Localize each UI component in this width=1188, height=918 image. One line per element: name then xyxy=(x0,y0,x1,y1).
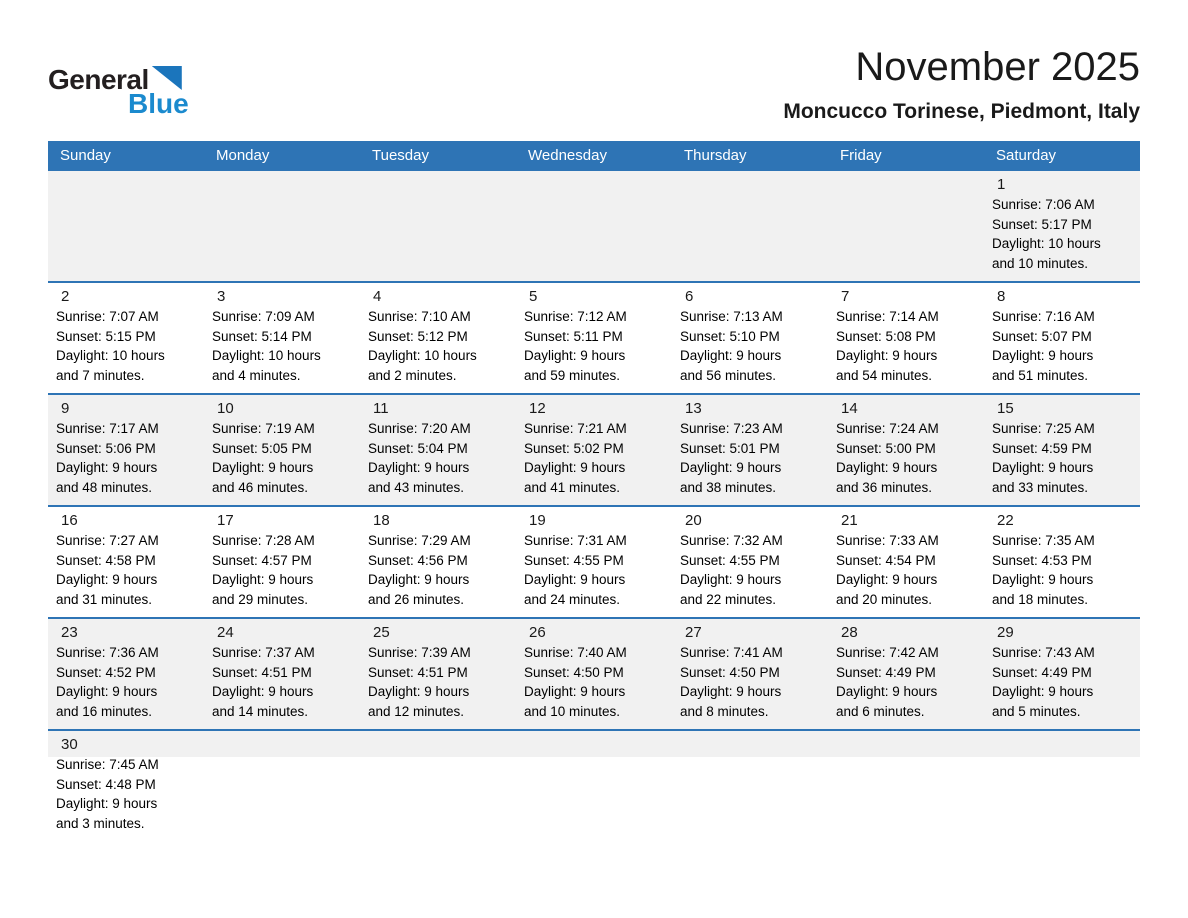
day-cell-16 xyxy=(48,507,204,617)
day-info-line: and 24 minutes. xyxy=(524,591,621,607)
weekday-header-monday: Monday xyxy=(216,147,270,165)
day-info-line: Sunrise: 7:40 AM xyxy=(524,645,627,661)
day-cell-4 xyxy=(360,283,516,393)
day-info-line: Daylight: 9 hours xyxy=(56,796,158,812)
day-info-line: Sunrise: 7:13 AM xyxy=(680,309,783,325)
day-cell-20 xyxy=(672,507,828,617)
day-number: 28 xyxy=(841,624,858,642)
day-cell-21 xyxy=(828,507,984,617)
day-info-line: Sunrise: 7:45 AM xyxy=(56,757,159,773)
day-info-line: Sunrise: 7:43 AM xyxy=(992,645,1095,661)
week-row-3 xyxy=(48,393,1140,505)
day-info-line: and 29 minutes. xyxy=(212,591,309,607)
day-number: 11 xyxy=(373,400,389,418)
day-info-line: Sunrise: 7:29 AM xyxy=(368,533,471,549)
day-info-line: Sunset: 4:51 PM xyxy=(212,664,312,680)
day-info-line: Daylight: 9 hours xyxy=(836,684,938,700)
day-info-line: Daylight: 9 hours xyxy=(992,460,1094,476)
day-info-line: Daylight: 10 hours xyxy=(56,348,165,364)
day-info-line: Sunrise: 7:21 AM xyxy=(524,421,627,437)
day-cell-13 xyxy=(672,395,828,505)
day-cell-3 xyxy=(204,283,360,393)
week-row-1 xyxy=(48,171,1140,281)
day-info-line: and 2 minutes. xyxy=(368,367,457,383)
day-info-line: Daylight: 9 hours xyxy=(368,572,470,588)
day-number: 29 xyxy=(997,624,1014,642)
day-info-line: Sunset: 5:15 PM xyxy=(56,328,156,344)
empty-cell xyxy=(516,731,672,841)
day-info-line: Sunset: 4:58 PM xyxy=(56,552,156,568)
day-info-line: Sunrise: 7:14 AM xyxy=(836,309,939,325)
day-info-line: Daylight: 9 hours xyxy=(992,684,1094,700)
day-info-line: and 41 minutes. xyxy=(524,479,621,495)
weekday-header-friday: Friday xyxy=(840,147,882,165)
empty-cell xyxy=(672,731,828,841)
day-info-line: and 22 minutes. xyxy=(680,591,777,607)
day-info-line: and 18 minutes. xyxy=(992,591,1089,607)
day-number: 23 xyxy=(61,624,78,642)
day-info-line: and 3 minutes. xyxy=(56,815,145,831)
day-info-line: and 51 minutes. xyxy=(992,367,1089,383)
page-subtitle: Moncucco Torinese, Piedmont, Italy xyxy=(783,100,1140,123)
day-info-line: Sunset: 5:00 PM xyxy=(836,440,936,456)
day-cell-22 xyxy=(984,507,1140,617)
day-info-line: Sunset: 4:51 PM xyxy=(368,664,468,680)
day-info-line: and 59 minutes. xyxy=(524,367,621,383)
empty-cell xyxy=(984,731,1140,841)
day-info-line: and 6 minutes. xyxy=(836,703,925,719)
day-cell-24 xyxy=(204,619,360,729)
day-info-line: Daylight: 9 hours xyxy=(56,572,158,588)
day-info-line: Sunset: 5:08 PM xyxy=(836,328,936,344)
day-cell-17 xyxy=(204,507,360,617)
day-info-line: Daylight: 9 hours xyxy=(212,460,314,476)
weekday-header-saturday: Saturday xyxy=(996,147,1057,165)
day-info-line: Sunrise: 7:35 AM xyxy=(992,533,1095,549)
day-info-line: and 33 minutes. xyxy=(992,479,1089,495)
day-info-line: Sunset: 4:53 PM xyxy=(992,552,1092,568)
weekday-header-wednesday: Wednesday xyxy=(528,147,607,165)
day-info-line: Sunset: 4:55 PM xyxy=(524,552,624,568)
day-info-line: Sunset: 4:50 PM xyxy=(524,664,624,680)
day-number: 22 xyxy=(997,512,1014,530)
day-info-line: Daylight: 9 hours xyxy=(212,572,314,588)
day-info-line: Sunrise: 7:28 AM xyxy=(212,533,315,549)
day-number: 10 xyxy=(217,400,234,418)
day-info-line: Sunset: 5:12 PM xyxy=(368,328,468,344)
week-row-2 xyxy=(48,281,1140,393)
day-info-line: and 31 minutes. xyxy=(56,591,153,607)
day-info-line: Sunset: 4:49 PM xyxy=(836,664,936,680)
day-number: 16 xyxy=(61,512,78,530)
empty-cell xyxy=(828,731,984,841)
day-info-line: Daylight: 9 hours xyxy=(992,572,1094,588)
day-info-line: and 36 minutes. xyxy=(836,479,933,495)
week-row-4 xyxy=(48,505,1140,617)
day-number: 7 xyxy=(841,288,850,306)
day-info-line: Sunset: 5:04 PM xyxy=(368,440,468,456)
day-info-line: and 43 minutes. xyxy=(368,479,465,495)
day-number: 4 xyxy=(373,288,382,306)
day-info-line: Daylight: 9 hours xyxy=(680,684,782,700)
weekday-header-row xyxy=(48,141,1140,171)
calendar-grid xyxy=(48,171,1140,841)
day-number: 5 xyxy=(529,288,538,306)
day-info-line: Sunrise: 7:31 AM xyxy=(524,533,627,549)
empty-cell xyxy=(204,731,360,841)
day-info-line: and 16 minutes. xyxy=(56,703,153,719)
day-info-line: Sunrise: 7:36 AM xyxy=(56,645,159,661)
day-number: 30 xyxy=(61,736,78,754)
day-number: 8 xyxy=(997,288,1006,306)
day-info-line: Sunrise: 7:39 AM xyxy=(368,645,471,661)
day-cell-30 xyxy=(48,731,204,841)
day-info-line: and 8 minutes. xyxy=(680,703,769,719)
day-info-line: Sunset: 5:02 PM xyxy=(524,440,624,456)
empty-cell xyxy=(48,171,204,281)
day-info-line: Sunrise: 7:33 AM xyxy=(836,533,939,549)
day-info-line: Sunset: 5:06 PM xyxy=(56,440,156,456)
day-info-line: Daylight: 9 hours xyxy=(212,684,314,700)
day-info-line: Sunset: 4:54 PM xyxy=(836,552,936,568)
day-number: 24 xyxy=(217,624,234,642)
day-cell-14 xyxy=(828,395,984,505)
day-info-line: and 10 minutes. xyxy=(524,703,621,719)
weekday-header-sunday: Sunday xyxy=(60,147,111,165)
day-cell-8 xyxy=(984,283,1140,393)
day-info-line: Daylight: 10 hours xyxy=(992,236,1101,252)
day-info-line: and 26 minutes. xyxy=(368,591,465,607)
empty-cell xyxy=(204,171,360,281)
day-info-line: Daylight: 9 hours xyxy=(368,460,470,476)
day-cell-18 xyxy=(360,507,516,617)
day-info-line: Sunset: 5:10 PM xyxy=(680,328,780,344)
day-info-line: Sunrise: 7:06 AM xyxy=(992,197,1095,213)
day-info-line: and 4 minutes. xyxy=(212,367,301,383)
day-info-line: Sunrise: 7:07 AM xyxy=(56,309,159,325)
day-info-line: Sunset: 4:59 PM xyxy=(992,440,1092,456)
calendar-table xyxy=(48,141,1140,841)
day-info-line: Daylight: 9 hours xyxy=(56,684,158,700)
day-info-line: Sunset: 4:56 PM xyxy=(368,552,468,568)
day-number: 13 xyxy=(685,400,702,418)
day-info-line: Daylight: 9 hours xyxy=(680,460,782,476)
day-number: 17 xyxy=(217,512,234,530)
day-info-line: Sunset: 4:52 PM xyxy=(56,664,156,680)
logo-text-blue: Blue xyxy=(128,88,189,119)
day-number: 14 xyxy=(841,400,858,418)
day-info-line: and 48 minutes. xyxy=(56,479,153,495)
day-info-line: Daylight: 10 hours xyxy=(212,348,321,364)
day-cell-25 xyxy=(360,619,516,729)
day-info-line: Sunrise: 7:10 AM xyxy=(368,309,471,325)
empty-cell xyxy=(360,731,516,841)
day-info-line: and 56 minutes. xyxy=(680,367,777,383)
day-info-line: Sunset: 4:48 PM xyxy=(56,776,156,792)
empty-cell xyxy=(828,171,984,281)
day-info-line: Daylight: 9 hours xyxy=(680,572,782,588)
day-info-line: Sunrise: 7:23 AM xyxy=(680,421,783,437)
day-cell-19 xyxy=(516,507,672,617)
day-info-line: Sunset: 5:17 PM xyxy=(992,216,1092,232)
empty-cell xyxy=(516,171,672,281)
day-number: 3 xyxy=(217,288,226,306)
day-info-line: Sunrise: 7:42 AM xyxy=(836,645,939,661)
title-block xyxy=(783,44,1140,123)
day-cell-28 xyxy=(828,619,984,729)
day-info-line: Daylight: 9 hours xyxy=(524,684,626,700)
day-info-line: and 10 minutes. xyxy=(992,255,1089,271)
day-info-line: and 5 minutes. xyxy=(992,703,1081,719)
day-info-line: Daylight: 9 hours xyxy=(524,348,626,364)
day-number: 9 xyxy=(61,400,70,418)
day-info-line: Sunset: 4:49 PM xyxy=(992,664,1092,680)
day-number: 15 xyxy=(997,400,1014,418)
day-info-line: Daylight: 9 hours xyxy=(524,572,626,588)
day-cell-15 xyxy=(984,395,1140,505)
day-cell-26 xyxy=(516,619,672,729)
general-blue-logo xyxy=(48,66,189,118)
day-info-line: and 12 minutes. xyxy=(368,703,465,719)
day-cell-27 xyxy=(672,619,828,729)
day-info-line: Sunrise: 7:12 AM xyxy=(524,309,627,325)
day-info-line: Sunrise: 7:19 AM xyxy=(212,421,315,437)
day-number: 21 xyxy=(841,512,858,530)
day-info-line: Daylight: 9 hours xyxy=(524,460,626,476)
day-info-line: Sunset: 5:11 PM xyxy=(524,328,623,344)
page-title: November 2025 xyxy=(855,45,1140,89)
weekday-header-tuesday: Tuesday xyxy=(372,147,429,165)
day-cell-23 xyxy=(48,619,204,729)
day-number: 19 xyxy=(529,512,546,530)
day-info-line: Daylight: 9 hours xyxy=(56,460,158,476)
day-number: 2 xyxy=(61,288,70,306)
day-cell-11 xyxy=(360,395,516,505)
day-info-line: Sunset: 5:01 PM xyxy=(680,440,780,456)
day-number: 18 xyxy=(373,512,390,530)
day-cell-5 xyxy=(516,283,672,393)
day-info-line: Daylight: 9 hours xyxy=(368,684,470,700)
day-info-line: Sunrise: 7:17 AM xyxy=(56,421,159,437)
day-number: 6 xyxy=(685,288,694,306)
day-info-line: Sunrise: 7:27 AM xyxy=(56,533,159,549)
week-row-5 xyxy=(48,617,1140,729)
day-info-line: Sunrise: 7:32 AM xyxy=(680,533,783,549)
day-info-line: Daylight: 9 hours xyxy=(836,460,938,476)
day-info-line: Sunset: 4:57 PM xyxy=(212,552,312,568)
day-cell-6 xyxy=(672,283,828,393)
page-header xyxy=(48,0,1140,123)
day-info-line: Sunset: 5:07 PM xyxy=(992,328,1092,344)
day-cell-29 xyxy=(984,619,1140,729)
day-cell-9 xyxy=(48,395,204,505)
day-info-line: Sunrise: 7:37 AM xyxy=(212,645,315,661)
day-cell-1 xyxy=(984,171,1140,281)
day-info-line: and 38 minutes. xyxy=(680,479,777,495)
day-info-line: Sunrise: 7:24 AM xyxy=(836,421,939,437)
day-info-line: Sunrise: 7:41 AM xyxy=(680,645,783,661)
day-info-line: Sunrise: 7:25 AM xyxy=(992,421,1095,437)
day-cell-2 xyxy=(48,283,204,393)
day-cell-7 xyxy=(828,283,984,393)
day-number: 1 xyxy=(997,176,1006,194)
day-info-line: Daylight: 9 hours xyxy=(992,348,1094,364)
day-info-line: and 20 minutes. xyxy=(836,591,933,607)
day-number: 12 xyxy=(529,400,546,418)
day-info-line: Sunset: 5:14 PM xyxy=(212,328,312,344)
day-info-line: Daylight: 10 hours xyxy=(368,348,477,364)
day-info-line: and 46 minutes. xyxy=(212,479,309,495)
day-info-line: Sunset: 4:55 PM xyxy=(680,552,780,568)
day-number: 20 xyxy=(685,512,702,530)
day-number: 27 xyxy=(685,624,702,642)
day-info-line: Sunset: 5:05 PM xyxy=(212,440,312,456)
empty-cell xyxy=(672,171,828,281)
day-info-line: Sunrise: 7:16 AM xyxy=(992,309,1095,325)
day-info-line: Daylight: 9 hours xyxy=(680,348,782,364)
day-info-line: Daylight: 9 hours xyxy=(836,348,938,364)
empty-cell xyxy=(360,171,516,281)
day-info-line: Daylight: 9 hours xyxy=(836,572,938,588)
day-info-line: and 7 minutes. xyxy=(56,367,145,383)
day-number: 26 xyxy=(529,624,546,642)
day-info-line: Sunset: 4:50 PM xyxy=(680,664,780,680)
day-cell-12 xyxy=(516,395,672,505)
week-row-6 xyxy=(48,729,1140,841)
weekday-header-thursday: Thursday xyxy=(684,147,747,165)
logo-text-general: General xyxy=(48,64,149,95)
day-info-line: and 54 minutes. xyxy=(836,367,933,383)
logo-triangle-icon xyxy=(152,66,182,90)
day-cell-10 xyxy=(204,395,360,505)
day-info-line: Sunrise: 7:09 AM xyxy=(212,309,315,325)
day-number: 25 xyxy=(373,624,390,642)
day-info-line: and 14 minutes. xyxy=(212,703,309,719)
day-info-line: Sunrise: 7:20 AM xyxy=(368,421,471,437)
